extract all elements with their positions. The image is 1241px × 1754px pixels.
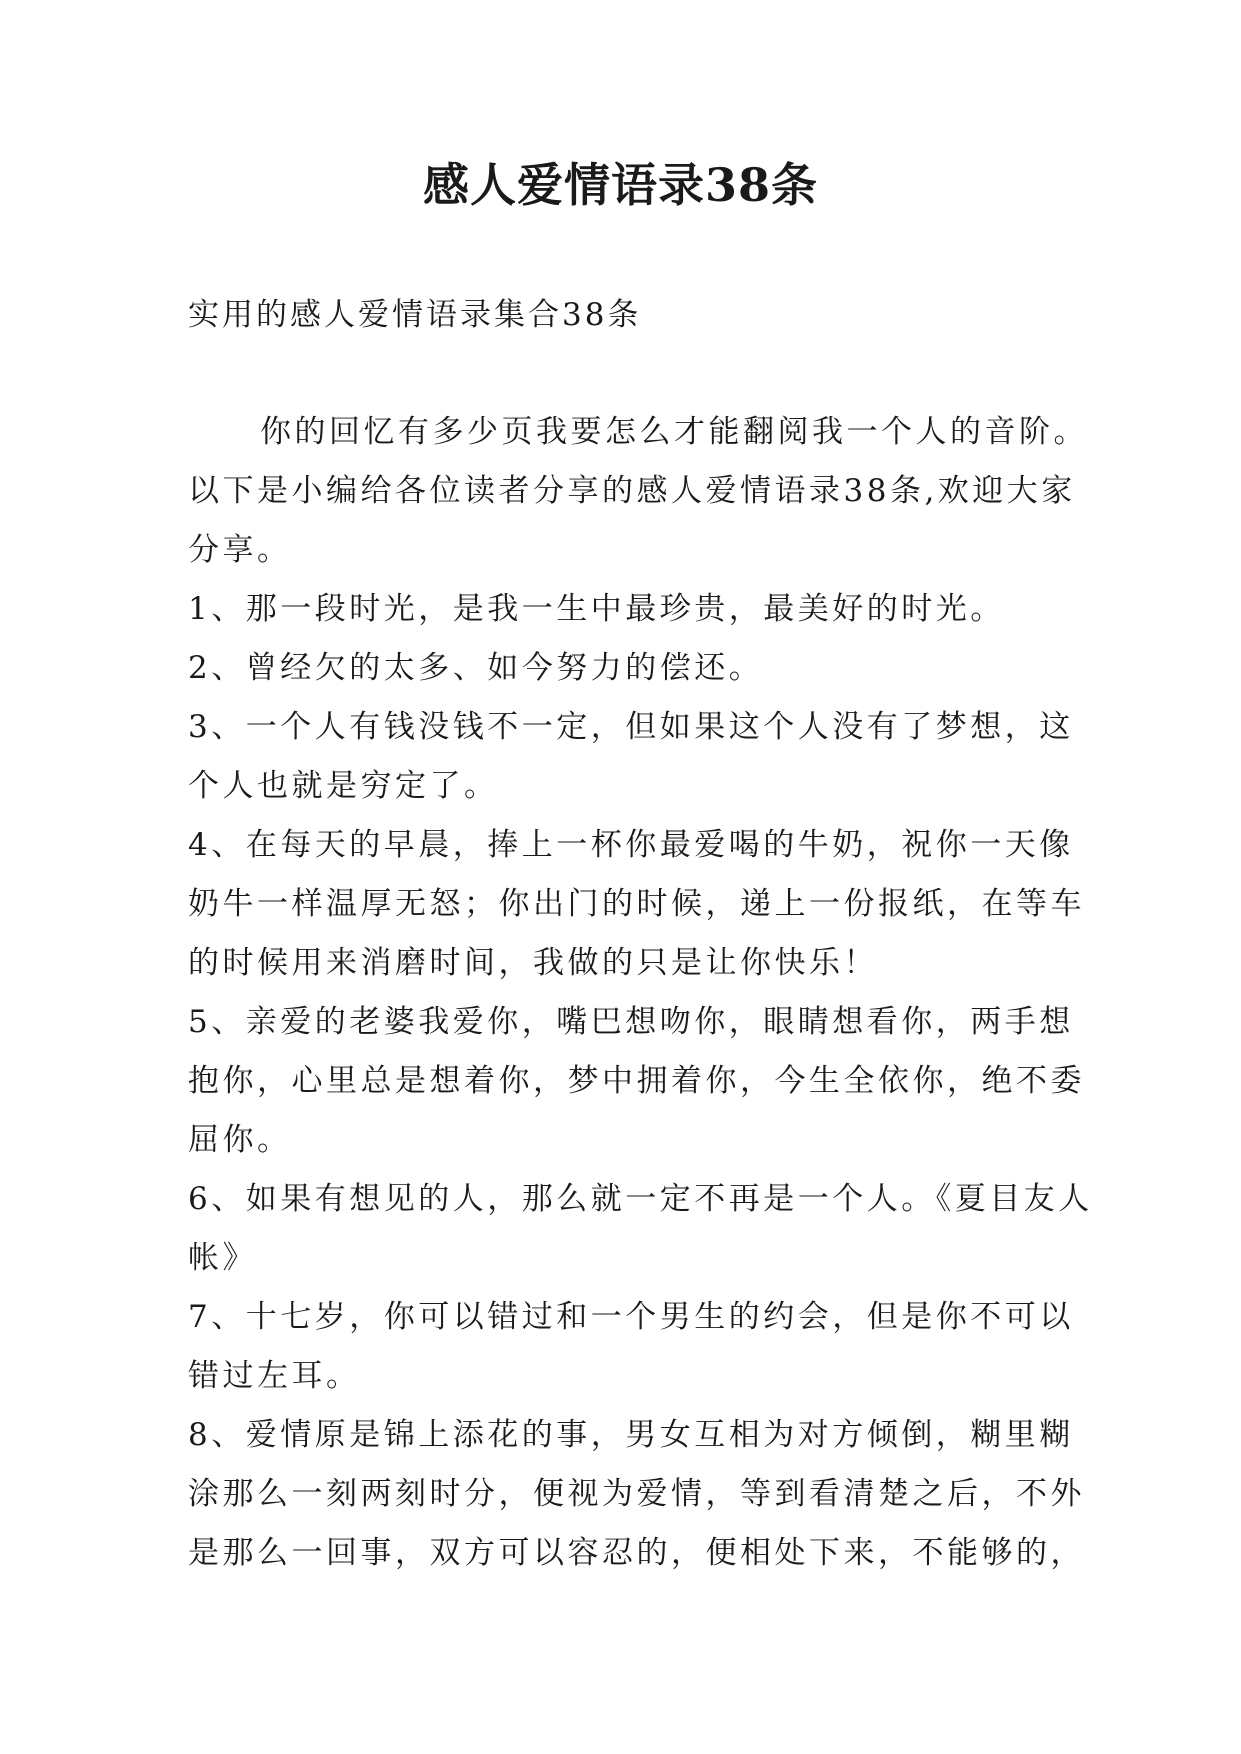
text-line: 3、一个人有钱没钱不一定，但如果这个人没有了梦想，这 xyxy=(188,709,1074,745)
text-line: 7、十七岁，你可以错过和一个男生的约会，但是你不可以 xyxy=(188,1299,1074,1335)
text-line: 分享。 xyxy=(188,532,292,568)
text-line: 错过左耳。 xyxy=(188,1358,361,1394)
document-title: 感人爱情语录38条 xyxy=(422,158,818,212)
text-line: 是那么一回事，双方可以容忍的，便相处下来，不能够的， xyxy=(188,1535,1085,1571)
text-line: 你的回忆有多少页我要怎么才能翻阅我一个人的音阶。 xyxy=(260,414,1088,450)
document-body xyxy=(188,403,1093,1583)
text-line: 屈你。 xyxy=(188,1122,292,1158)
document-subtitle: 实用的感人爱情语录集合38条 xyxy=(188,297,642,333)
text-line: 以下是小编给各位读者分享的感人爱情语录38条,欢迎大家 xyxy=(188,473,1076,509)
text-line: 1、那一段时光，是我一生中最珍贵，最美好的时光。 xyxy=(188,591,1005,627)
text-line: 的时候用来消磨时间，我做的只是让你快乐！ xyxy=(188,945,878,981)
text-line: 个人也就是穷定了。 xyxy=(188,768,499,804)
text-line: 2、曾经欠的太多、如今努力的偿还。 xyxy=(188,650,764,686)
text-line: 帐》 xyxy=(188,1240,257,1276)
text-line: 奶牛一样温厚无怒；你出门的时候，递上一份报纸，在等车 xyxy=(188,886,1085,922)
text-line: 涂那么一刻两刻时分，便视为爱情，等到看清楚之后，不外 xyxy=(188,1476,1085,1512)
text-line: 6、如果有想见的人，那么就一定不再是一个人。《夏目友人 xyxy=(188,1181,1093,1217)
text-line: 抱你，心里总是想着你，梦中拥着你，今生全依你，绝不委 xyxy=(188,1063,1085,1099)
text-line: 5、亲爱的老婆我爱你，嘴巴想吻你，眼睛想看你，两手想 xyxy=(188,1004,1074,1040)
text-line: 8、爱情原是锦上添花的事，男女互相为对方倾倒，糊里糊 xyxy=(188,1417,1074,1453)
text-line: 4、在每天的早晨，捧上一杯你最爱喝的牛奶，祝你一天像 xyxy=(188,827,1074,863)
